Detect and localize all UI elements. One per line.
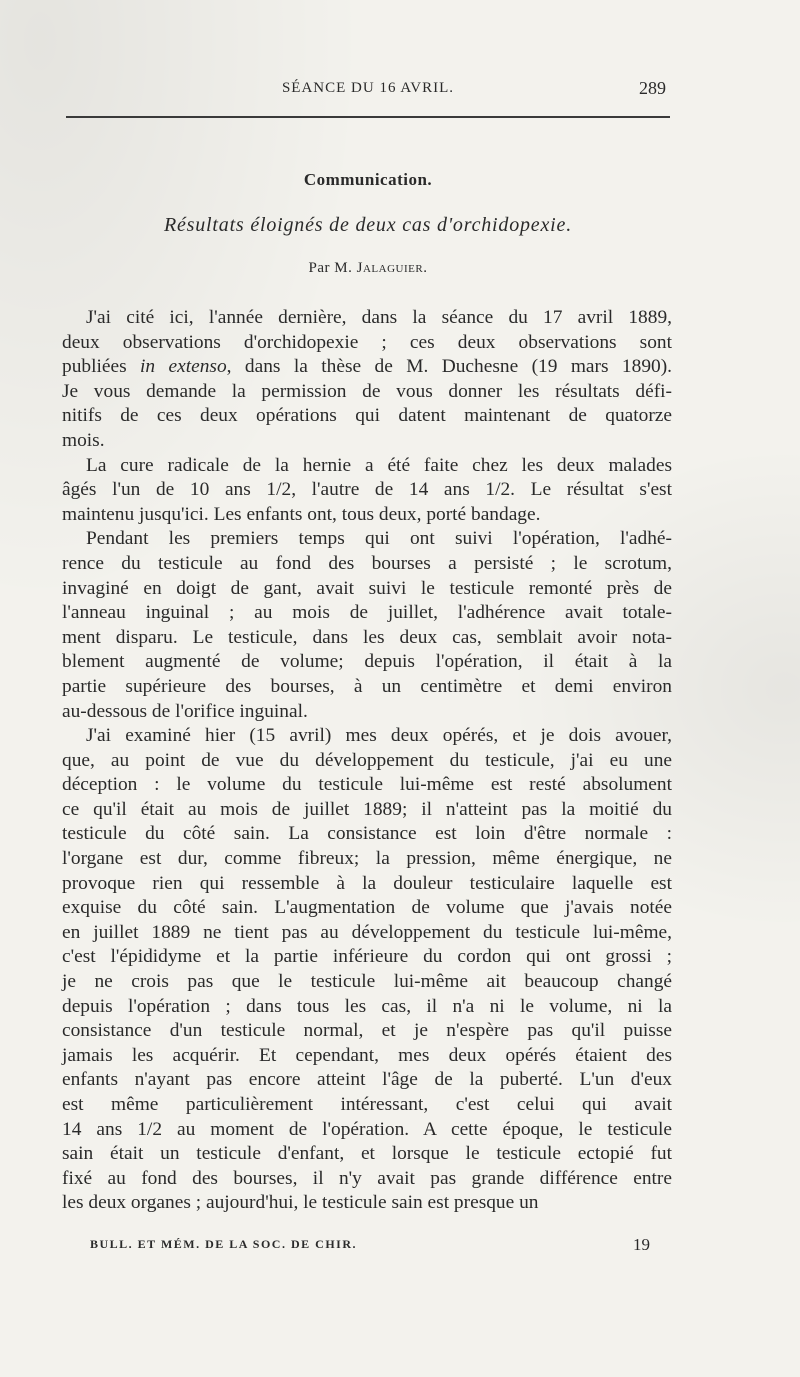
text-line: déception : le volume du testicule lui-même est resté absolument [62, 774, 672, 796]
journal-signature: BULL. ET MÉM. DE LA SOC. DE CHIR. [90, 1237, 357, 1251]
text-line: Je vous demande la permission de vous donner les résultats défi- [62, 380, 672, 402]
section-heading: Communication. [303, 170, 433, 189]
text-line: invaginé en doigt de gant, avait suivi le testicule remonté près de [62, 577, 672, 599]
text-line: les deux organes ; aujourd'hui, le testicule sain est presque un [62, 1192, 539, 1214]
text-line: J'ai examiné hier (15 avril) mes deux opérés, et je dois avouer, [86, 725, 672, 747]
text-line: âgés l'un de 10 ans 1/2, l'autre de 14 ans 1/2. Le résultat s'est [62, 479, 672, 501]
text-line: blement augmenté de volume; depuis l'opération, il était à la [62, 651, 672, 673]
text-line: publiées in extenso, dans la thèse de M. Duchesne (19 mars 1890). [62, 356, 673, 378]
text-line: l'organe est dur, comme fibreux; la pression, même énergique, ne [62, 848, 672, 870]
paragraph [62, 724, 672, 1216]
text-line: maintenu jusqu'ici. Les enfants ont, tous deux, porté bandage. [62, 503, 541, 525]
text-line: est même particulièrement intéressant, c'est celui qui avait [62, 1094, 672, 1115]
paragraph [62, 306, 672, 454]
text-line: J'ai cité ici, l'année dernière, dans la séance du 17 avril 1889, [86, 307, 672, 328]
text-line: Pendant les premiers temps qui ont suivi l'opération, l'adhé- [86, 528, 672, 550]
text-line: 14 ans 1/2 au moment de l'opération. A cette époque, le testicule [62, 1118, 672, 1140]
text-line: ment disparu. Le testicule, dans les deux cas, semblait avoir nota- [62, 626, 672, 648]
text-line: deux observations d'orchidopexie ; ces deux observations sont [62, 331, 672, 353]
text-line: je ne crois pas que le testicule lui-même ait beaucoup changé [62, 971, 672, 993]
signature-number: 19 [633, 1235, 650, 1254]
text-line: au-dessous de l'orifice inguinal. [62, 700, 308, 722]
text-line: testicule du côté sain. La consistance est loin d'être normale : [62, 823, 672, 845]
running-head [66, 80, 670, 104]
text-line: ce qu'il était au mois de juillet 1889; il n'atteint pas la moitié du [62, 798, 672, 820]
text-line: que, au point de vue du développement du testicule, j'ai eu une [62, 749, 672, 771]
text-line: jamais les acquérir. Et cependant, mes deux opérés étaient des [62, 1044, 672, 1066]
page-footer [90, 1235, 650, 1255]
text-line: consistance d'un testicule normal, et je n'espère pas qu'il puisse [62, 1020, 672, 1042]
byline-author: Jalaguier. [356, 260, 428, 276]
text-line: sain était un testicule d'enfant, et lorsque le testicule ectopié fut [62, 1143, 672, 1165]
text-line: l'anneau inguinal ; au mois de juillet, l'adhérence avait totale- [62, 602, 672, 624]
text-line: depuis l'opération ; dans tous les cas, il n'a ni le volume, ni la [62, 995, 672, 1017]
text-line: nitifs de ces deux opérations qui datent maintenant de quatorze [62, 405, 672, 427]
text-line: en juillet 1889 ne tient pas au développement du testicule lui-même, [62, 921, 672, 943]
header-rule [66, 116, 670, 118]
byline-prefix: Par M. [308, 260, 357, 276]
body-text [62, 306, 672, 1216]
article-title: Résultats éloignés de deux cas d'orchidopexie. [163, 214, 572, 236]
text-line: rence du testicule au fond des bourses a persisté ; le scrotum, [62, 552, 672, 574]
text-line: partie supérieure des bourses, à un centimètre et demi environ [62, 675, 672, 697]
text-line: fixé au fond des bourses, il n'y avait pas grande différence entre [62, 1167, 672, 1189]
text-line: c'est l'épididyme et la partie inférieure du cordon qui ont grossi ; [62, 946, 672, 968]
text-line: provoque rien qui ressemble à la douleur testiculaire laquelle est [62, 872, 672, 894]
byline [66, 260, 670, 277]
running-title: SÉANCE DU 16 AVRIL. [281, 80, 455, 96]
text-line: mois. [62, 429, 105, 451]
italic-phrase: in extenso [140, 356, 227, 378]
text-line: exquise du côté sain. L'augmentation de volume que j'avais notée [62, 897, 672, 919]
paragraph [62, 454, 672, 528]
paragraph [62, 527, 672, 724]
page-number: 289 [639, 78, 666, 98]
text-line: La cure radicale de la hernie a été faite chez les deux malades [86, 454, 672, 476]
text-line: enfants n'ayant pas encore atteint l'âge de la puberté. L'un d'eux [62, 1069, 672, 1091]
